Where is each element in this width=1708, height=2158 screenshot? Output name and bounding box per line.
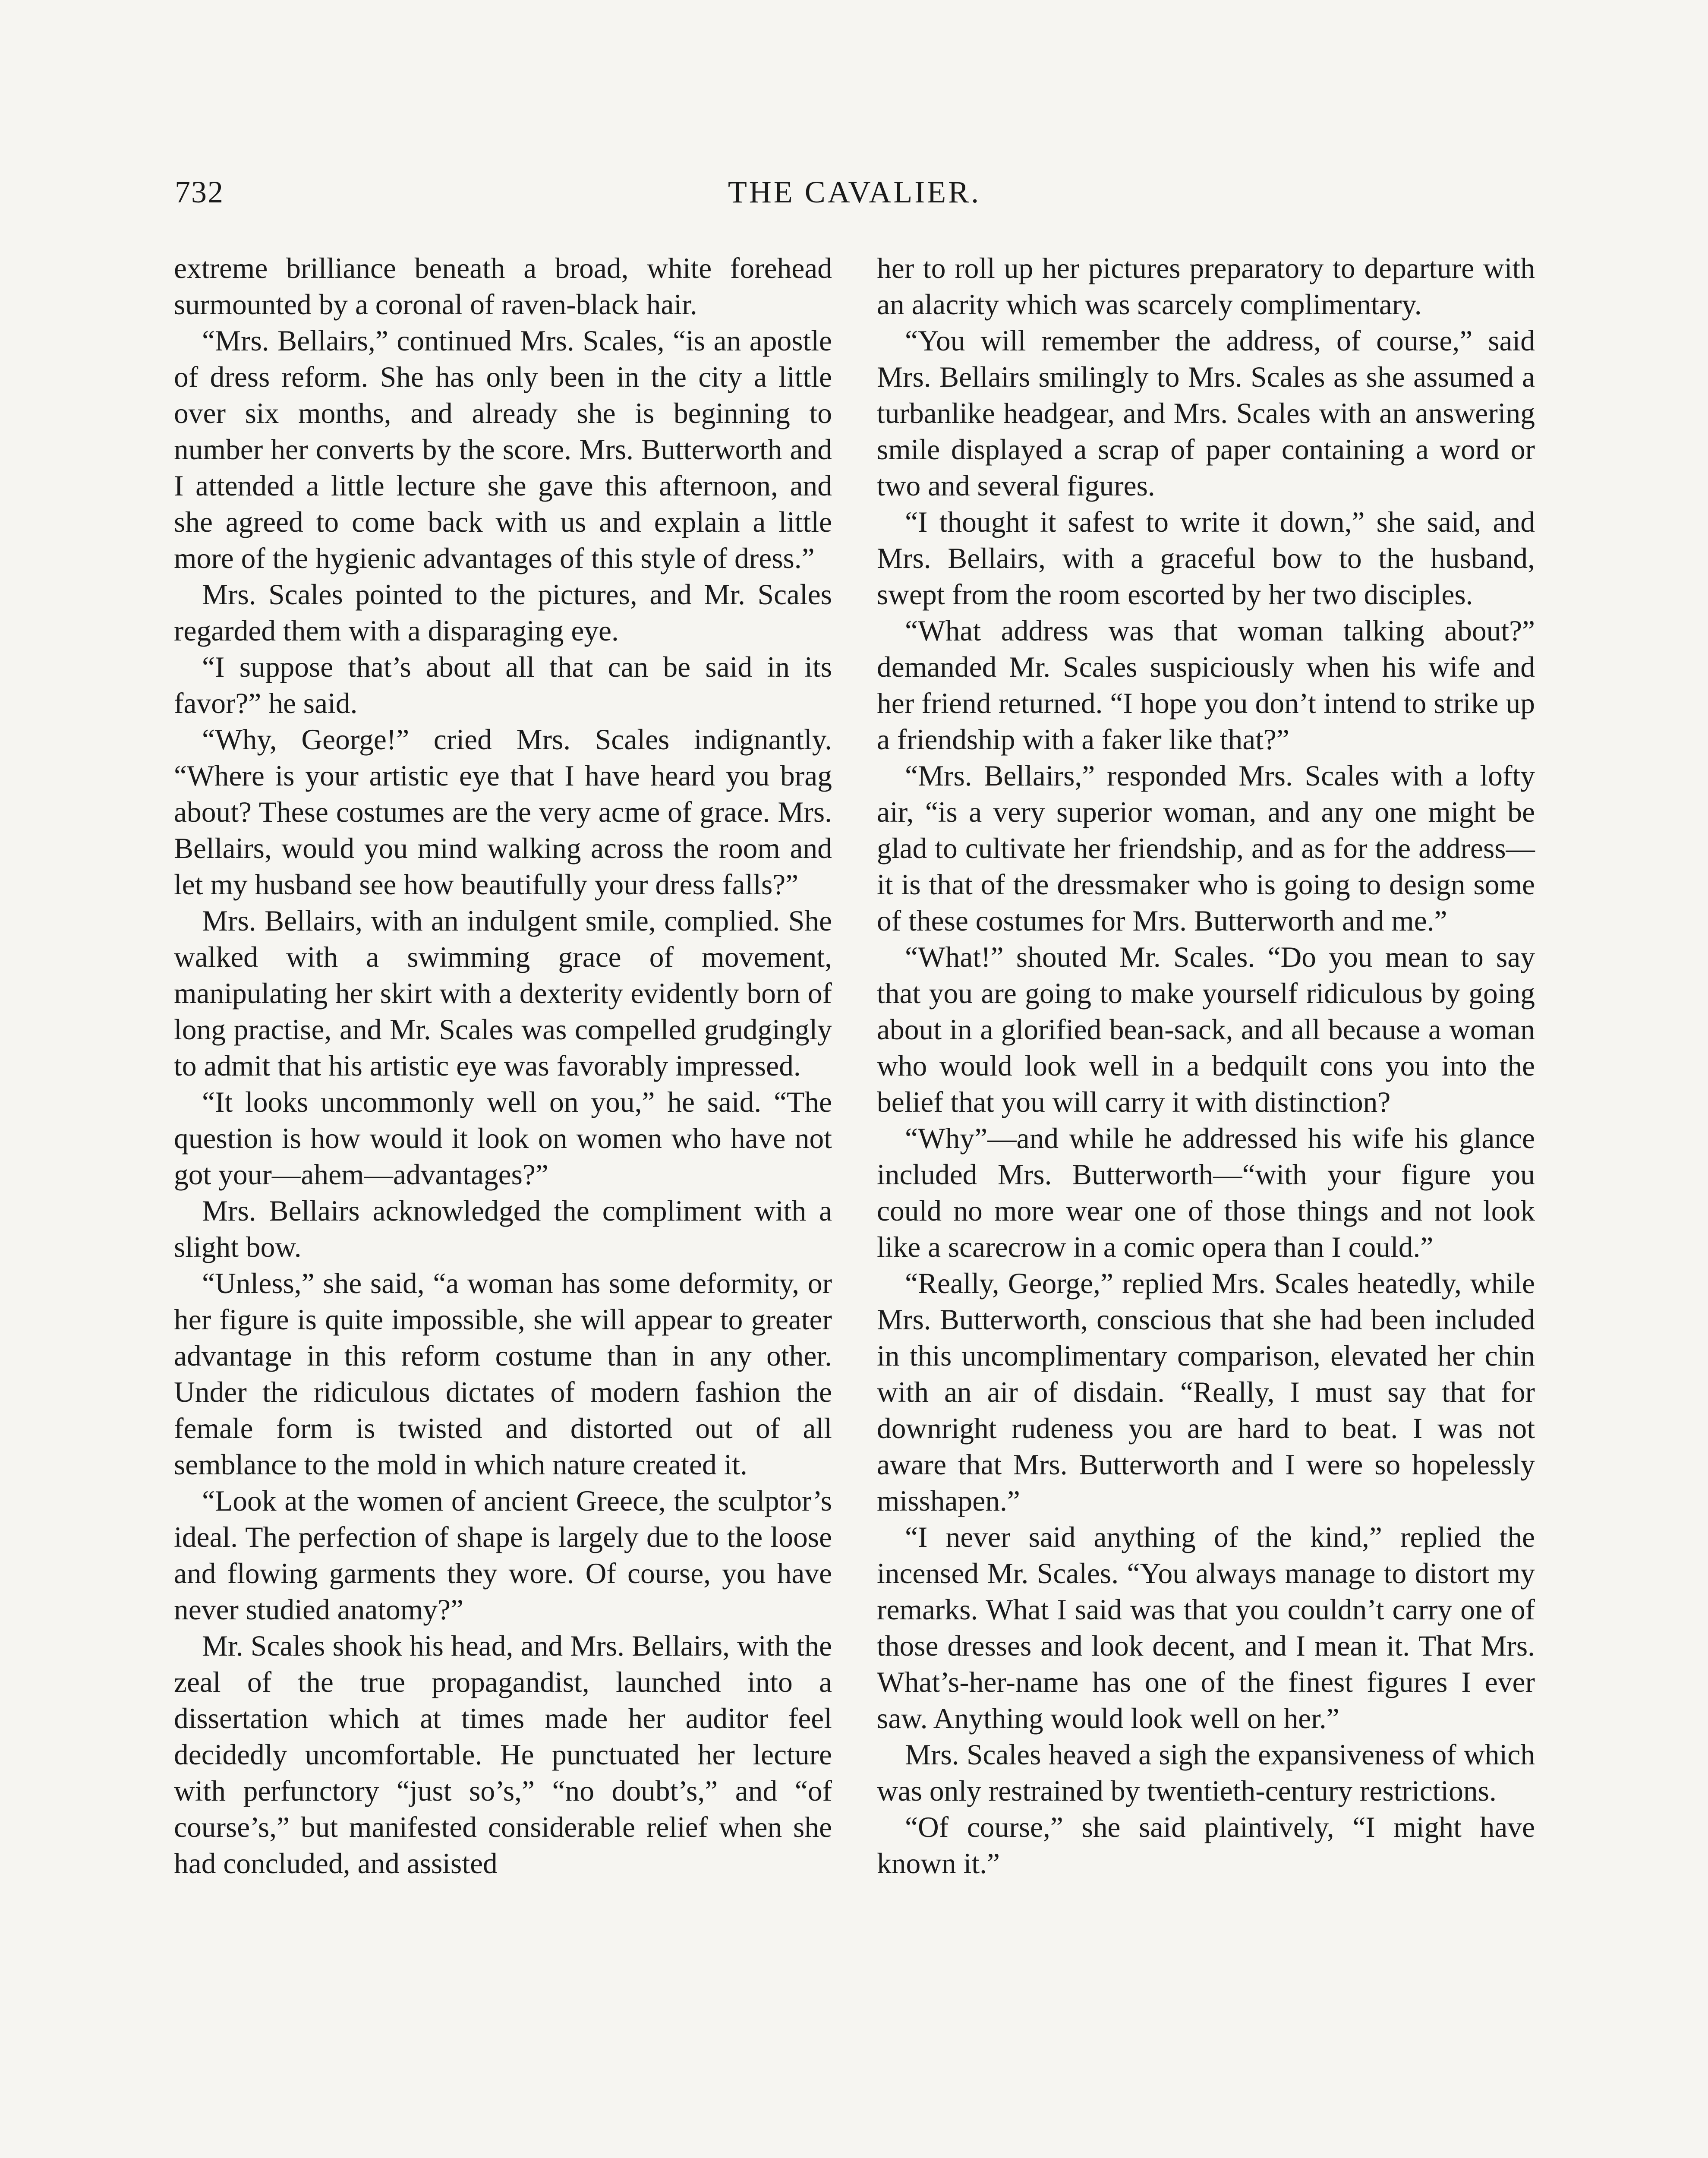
paragraph: Mr. Scales shook his head, and Mrs. Bellairs, with the zeal of the true propagandist, launched into a dissertation which at times made her auditor feel decidedly uncomfortable. He punctuated her lecture with perfunctory “just so’s,” “no doubt’s,” and “of course’s,” but manifested considerable relief when she had concluded, and assisted [174, 1630, 832, 1880]
page-header [175, 166, 1534, 218]
paragraph: “Of course,” she said plaintively, “I might have known it.” [877, 1811, 1535, 1880]
left-column [174, 250, 832, 1882]
paragraph: “It looks uncommonly well on you,” he said. “The question is how would it look on women who have not got your—ahem—advantages?” [174, 1086, 832, 1191]
paragraph: “Why”—and while he addressed his wife his glance included Mrs. Butterworth—“with your figure you could no more wear one of those things and not look like a scarecrow in a comic opera than I could.” [877, 1122, 1535, 1263]
paragraph: Mrs. Scales pointed to the pictures, and Mr. Scales regarded them with a disparaging eye. [174, 578, 832, 647]
page-number: 732 [175, 175, 224, 209]
paragraph: her to roll up her pictures preparatory to departure with an alacrity which was scarcely complimentary. [877, 252, 1535, 321]
paragraph: “What address was that woman talking about?” demanded Mr. Scales suspiciously when his wife and her friend returned. “I hope you don’t intend to strike up a friendship with a faker like that?” [877, 615, 1535, 756]
paragraph: “I never said anything of the kind,” replied the incensed Mr. Scales. “You always manage to distort my remarks. What I said was that you couldn’t carry one of those dresses and look decent, and I mean it. That Mrs. What’s-her-name has one of the finest figures I ever saw. Anything would look well on her.” [877, 1521, 1535, 1735]
paragraph: “I suppose that’s about all that can be said in its favor?” he said. [174, 651, 832, 719]
paragraph: “Mrs. Bellairs,” continued Mrs. Scales, “is an apostle of dress reform. She has only been in the city a little over six months, and already she is beginning to number her converts by the score. Mrs. Butterworth and I attended a little lecture she gave this afternoon, and she agreed to come back with us and explain a little more of the hygienic advantages of this style of dress.” [174, 325, 832, 574]
paragraph: “Mrs. Bellairs,” responded Mrs. Scales with a lofty air, “is a very superior woman, and any one might be glad to cultivate her friendship, and as for the address—it is that of the dressmaker who is going to design some of these costumes for Mrs. Butterworth and me.” [877, 760, 1535, 937]
paragraph: Mrs. Bellairs acknowledged the compliment with a slight bow. [174, 1195, 832, 1263]
paragraph: “You will remember the address, of course,” said Mrs. Bellairs smilingly to Mrs. Scales as she assumed a turbanlike headgear, and Mrs. Scales with an answering smile displayed a scrap of paper containing a word or two and several figures. [877, 325, 1535, 502]
paragraph: Mrs. Bellairs, with an indulgent smile, complied. She walked with a swimming grace of movement, manipulating her skirt with a dexterity evidently born of long practise, and Mr. Scales was compelled grudgingly to admit that his artistic eye was favorably impressed. [174, 905, 832, 1082]
right-column [877, 250, 1535, 1882]
paragraph: “What!” shouted Mr. Scales. “Do you mean to say that you are going to make yourself ridiculous by going about in a glorified bean-sack, and all because a woman who would look well in a bedquilt cons you into the belief that you will carry it with distinction? [877, 941, 1535, 1118]
paragraph: “Unless,” she said, “a woman has some deformity, or her figure is quite impossible, she will appear to greater advantage in this reform costume than in any other. Under the ridiculous dictates of modern fashion the female form is twisted and distorted out of all semblance to the mold in which nature created it. [174, 1267, 832, 1481]
paragraph: Mrs. Scales heaved a sigh the expansiveness of which was only restrained by twentieth-century restrictions. [877, 1738, 1535, 1807]
paragraph: “Really, George,” replied Mrs. Scales heatedly, while Mrs. Butterworth, conscious that she had been included in this uncomplimentary comparison, elevated her chin with an air of disdain. “Really, I must say that for downright rudeness you are hard to beat. I was not aware that Mrs. Butterworth and I were so hopelessly misshapen.” [877, 1267, 1535, 1517]
paragraph: “Look at the women of ancient Greece, the sculptor’s ideal. The perfection of shape is largely due to the loose and flowing garments they wore. Of course, you have never studied anatomy?” [174, 1485, 832, 1626]
paragraph: “I thought it safest to write it down,” she said, and Mrs. Bellairs, with a graceful bow to the husband, swept from the room escorted by her two disciples. [877, 506, 1535, 611]
paragraph: “Why, George!” cried Mrs. Scales indignantly. “Where is your artistic eye that I have heard you brag about? These costumes are the very acme of grace. Mrs. Bellairs, would you mind walking across the room and let my husband see how beautifully your dress falls?” [174, 723, 832, 901]
paragraph: extreme brilliance beneath a broad, white forehead surmounted by a coronal of raven-black hair. [174, 252, 832, 321]
running-title: THE CAVALIER. [728, 175, 981, 209]
